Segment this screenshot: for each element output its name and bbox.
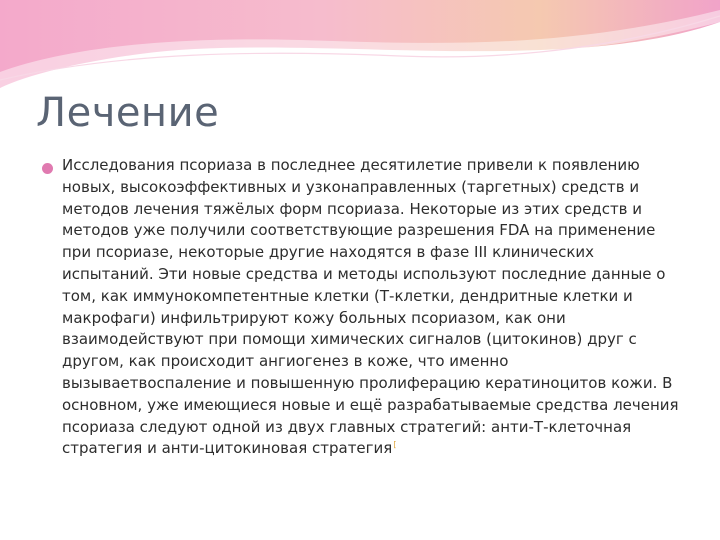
content-list (40, 155, 680, 460)
footnote-link[interactable]: [ (393, 440, 397, 450)
bullet-text: Исследования псориаза в последнее десятилетие привели к появлению новых, высокоэффективных и узконаправленных (таргетных) средств и методов лечения тяжёлых форм псориаза. Некоторые из этих средств и методов уже получили соответствующие разрешения FDA на применение при псориазе, некоторые другие находятся в фазе III клинических испытаний. Эти новые средства и методы используют последние данные о том, как иммунокомпетентные клетки (Т-клетки, дендритные клетки и макрофаги) инфильтрируют кожу больных псориазом, как они взаимодействуют при помощи химических сигналов (цитокинов) друг с другом, как происходит ангиогенез в коже, что именно вызываетвоспаление и повышенную пролиферацию кератиноцитов кожи. В основном, уже имеющиеся новые и ещё разрабатываемые средства лечения псориаза следуют одной из двух главных стратегий: анти-Т-клеточная стратегия и анти-цитокиновая стратегия (62, 156, 679, 458)
decorative-banner (0, 0, 720, 100)
list-item (40, 155, 680, 460)
slide-title: Лечение (36, 90, 220, 136)
bullet-icon (42, 163, 53, 174)
